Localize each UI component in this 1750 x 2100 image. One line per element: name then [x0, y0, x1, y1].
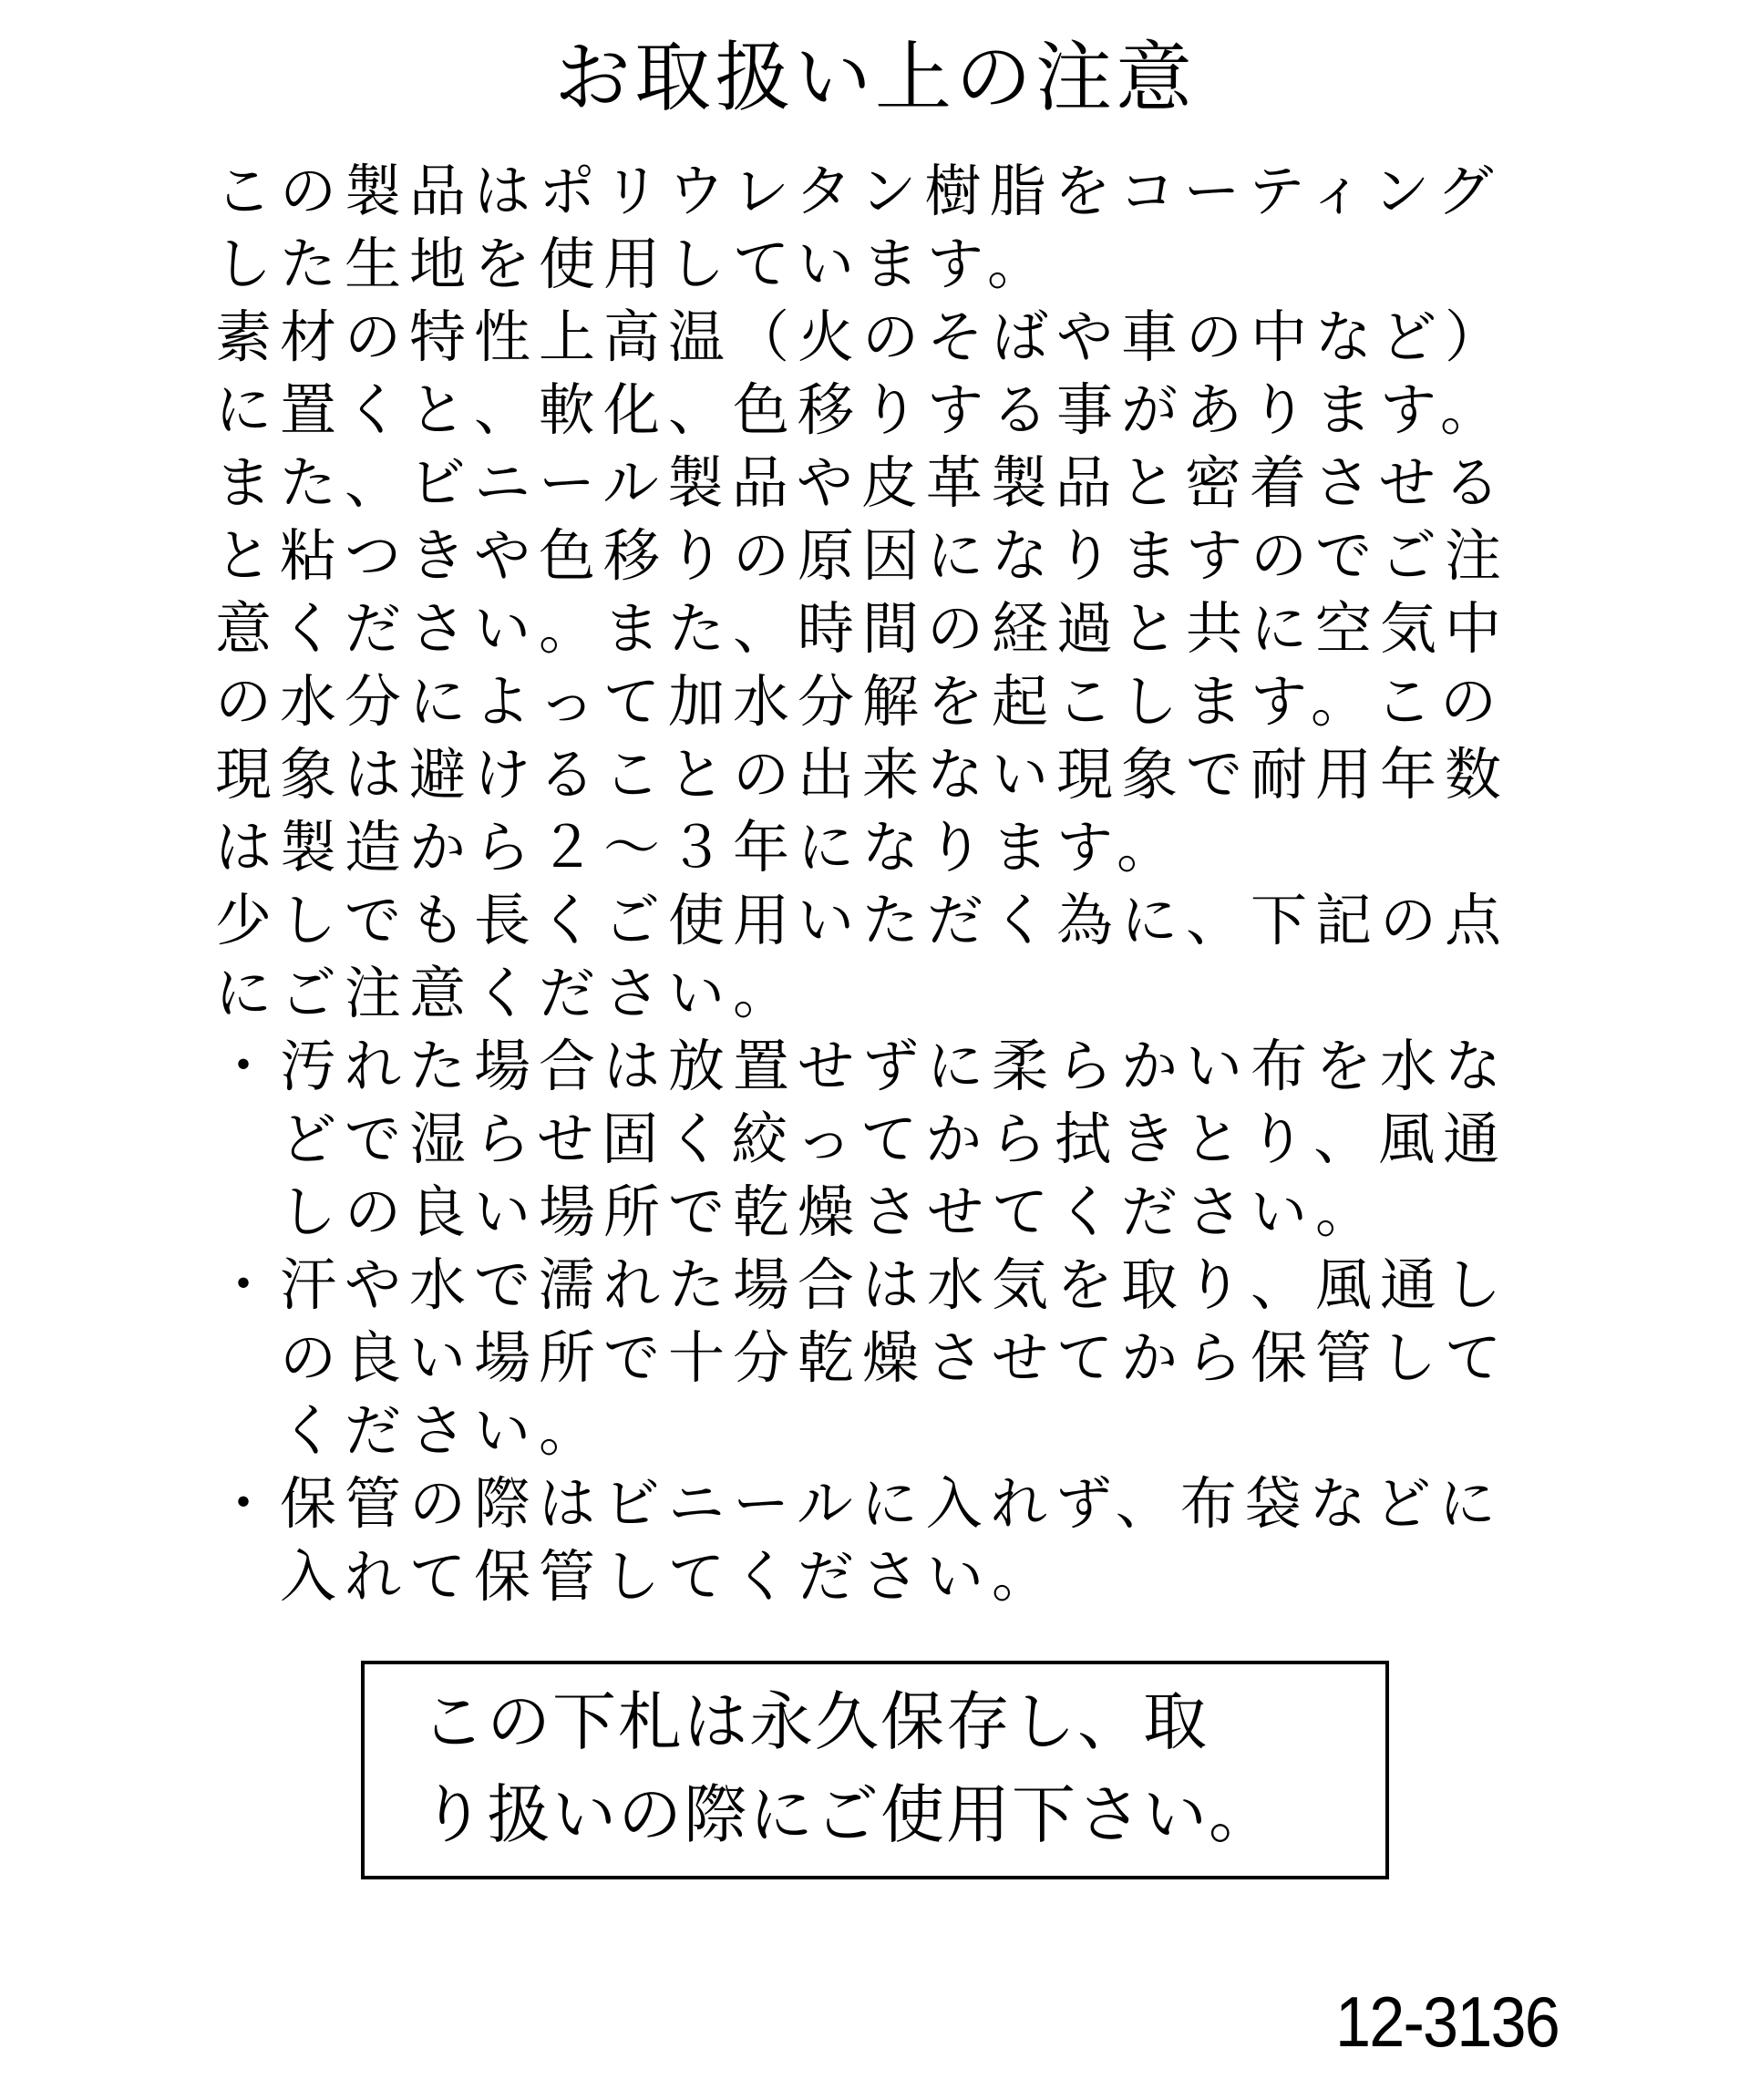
bullet-line: の良い場所で十分乾燥させてから保管して — [215, 1324, 1510, 1391]
body-line: の水分によって加水分解を起こします。この — [215, 668, 1506, 735]
notice-line-1: この下札は永久保存し、取 — [421, 1684, 1209, 1759]
bullet-line: ください。 — [215, 1397, 604, 1464]
product-code: 12-3136 — [1334, 1982, 1559, 2062]
body-line: と粘つきや色移りの原因になりますのでご注 — [215, 522, 1510, 589]
body-line: にご注意ください。 — [215, 960, 798, 1026]
document-title: お取扱い上の注意 — [553, 33, 1196, 122]
body-line: 素材の特性上高温（火のそばや車の中など） — [215, 304, 1510, 370]
notice-line-2: り扱いの際にご使用下さい。 — [421, 1777, 1274, 1852]
care-instructions-body — [215, 155, 1564, 1613]
body-line: 意ください。また、時間の経過と共に空気中 — [215, 595, 1510, 662]
bullet-line: 入れて保管してください。 — [215, 1543, 1057, 1610]
body-line: に置くと、軟化、色移りする事があります。 — [215, 376, 1506, 443]
body-line: は製造から２～３年になります。 — [215, 814, 1182, 880]
body-line: 現象は避けることの出来ない現象で耐用年数 — [215, 741, 1510, 808]
body-line: した生地を使用しています。 — [215, 231, 1053, 297]
keep-tag-notice-box — [361, 1661, 1389, 1879]
bullet-line: ・汚れた場合は放置せずに柔らかい布を水な — [215, 1033, 1510, 1099]
bullet-line: どで湿らせ固く絞ってから拭きとり、風通 — [215, 1106, 1508, 1172]
body-line: 少しでも長くご使用いただく為に、下記の点 — [215, 887, 1510, 953]
bullet-line: ・保管の際はビニールに入れず、布袋などに — [215, 1470, 1504, 1537]
body-line: この製品はポリウレタン樹脂をコーティング — [215, 158, 1502, 224]
bullet-line: しの良い場所で乾燥させてください。 — [215, 1179, 1381, 1245]
body-line: また、ビニール製品や皮革製品と密着させる — [215, 449, 1508, 516]
bullet-line: ・汗や水で濡れた場合は水気を取り、風通し — [215, 1251, 1510, 1318]
